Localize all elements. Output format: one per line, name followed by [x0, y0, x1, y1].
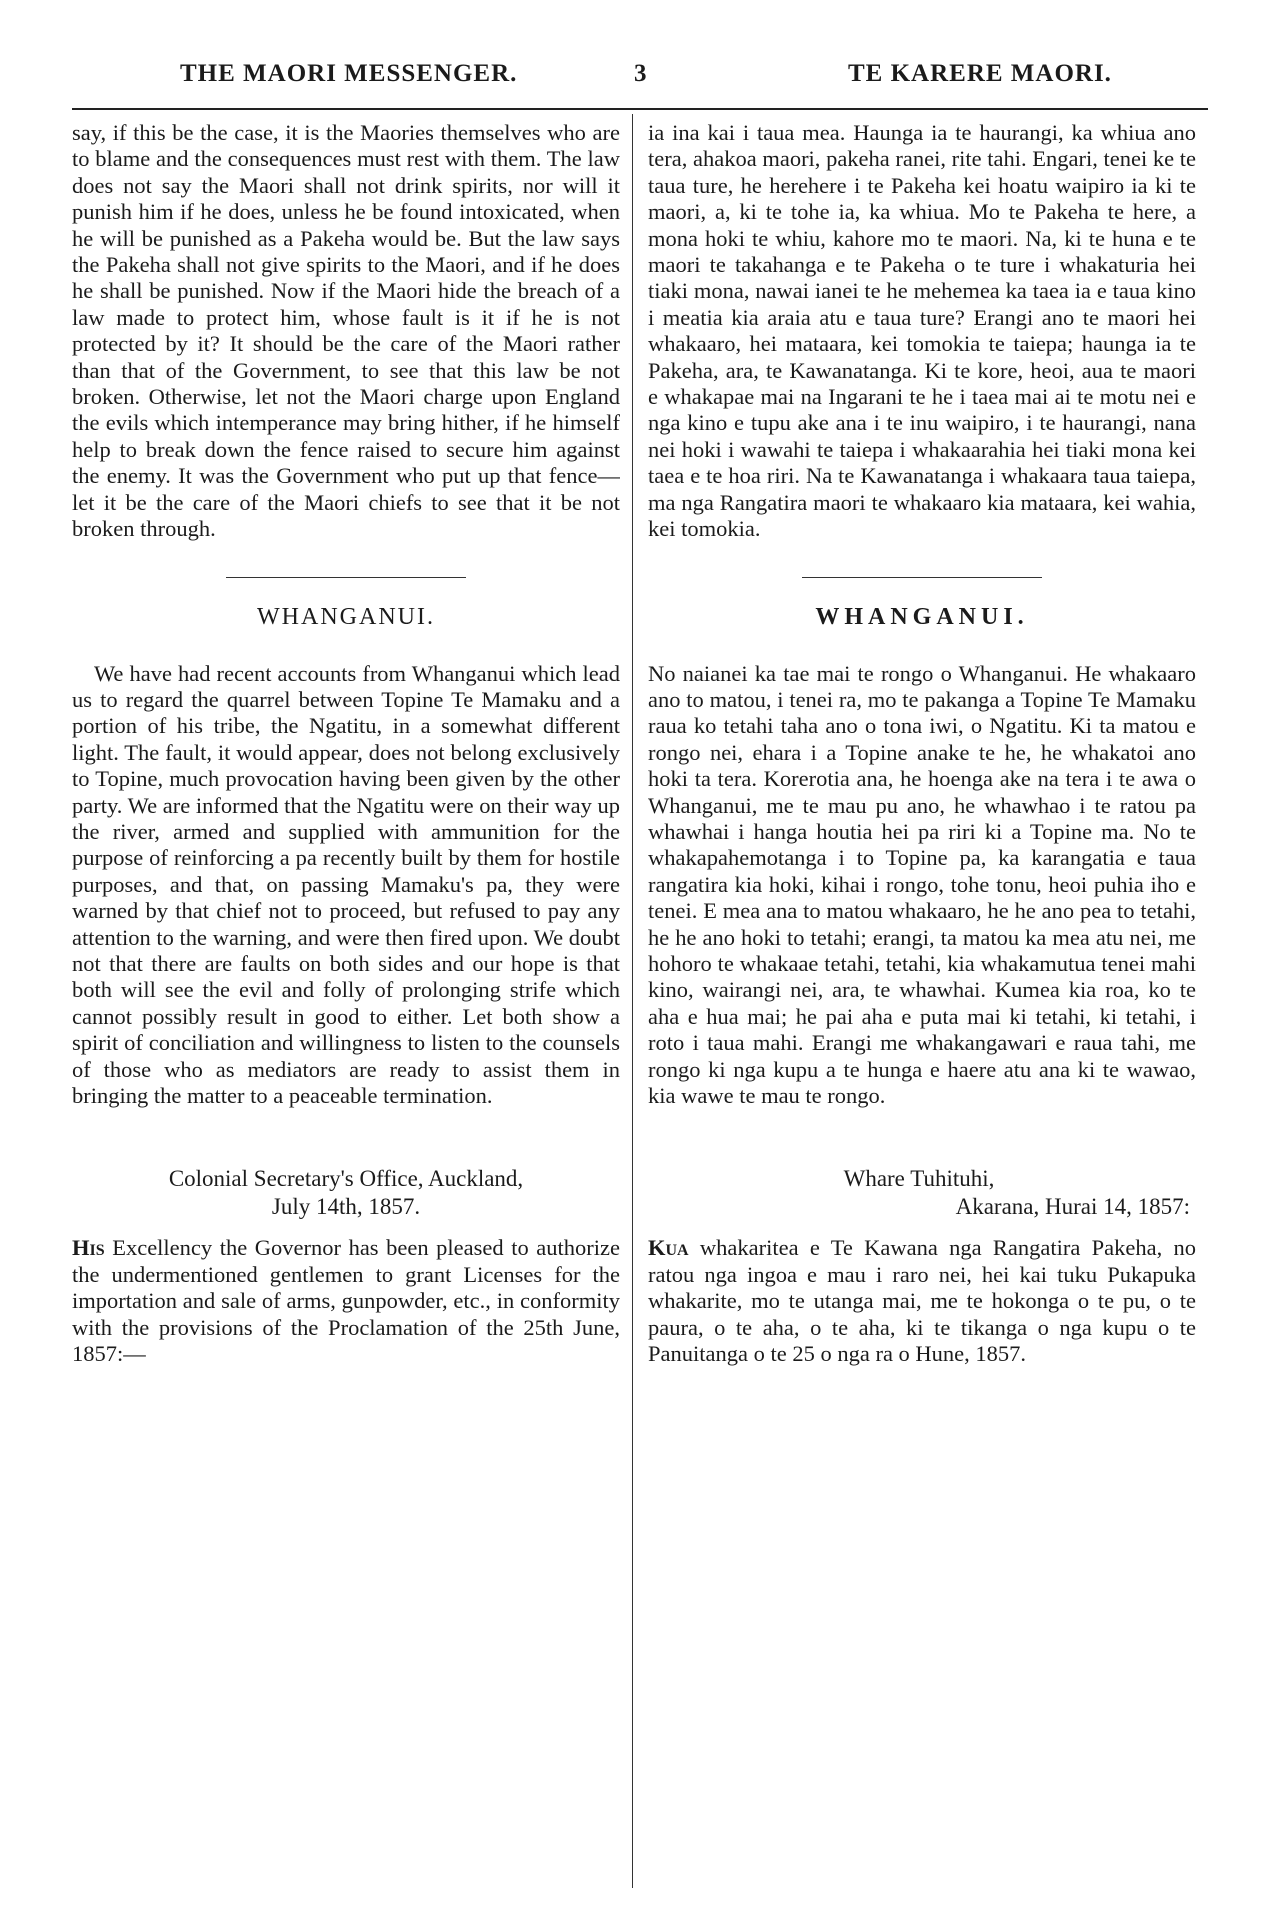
english-notice-body: Excellency the Governor has been pleased to authorize the undermentioned gentlemen to grant Licenses for the importation and sale of arms, gunpowder, etc., in conformity with the provisions of the Proclamation of the 25th June, 1857:—	[72, 1235, 620, 1367]
maori-notice-heading	[648, 1165, 1196, 1221]
masthead-rule	[72, 108, 1208, 110]
masthead-english-title: THE MAORI MESSENGER.	[180, 60, 518, 87]
english-notice-lead: His	[72, 1235, 105, 1261]
masthead	[72, 58, 1208, 102]
maori-section-title: WHANGANUI.	[815, 603, 1029, 630]
english-column	[72, 120, 620, 1886]
english-whanganui-paragraph: We have had recent accounts from Whanganui which lead us to regard the quarrel between Topine Te Mamaku and a portion of his tribe, the Ngatitu, in a somewhat different light. The fault, it would appear, does not belong exclusively to Topine, much provocation having been given by the other party. We are informed that the Ngatitu were on their way up the river, armed and supplied with ammunition for the purpose of reinforcing a pa recently built by them for hostile purposes, and that, on passing Mamaku's pa, they were warned by that chief not to proceed, but refused to pay any attention to the warning, and were then fired upon. We doubt not that there are faults on both sides and our hope is that both will see the evil and folly of prolonging strife which cannot possibly result in good to either. Let both show a spirit of conciliation and willingness to listen to the counsels of those who as mediators are ready to assist them in bringing the matter to a peaceable termination.	[72, 660, 620, 1108]
maori-notice-paragraph	[648, 1235, 1196, 1367]
english-section-title: WHANGANUI.	[257, 603, 435, 630]
section-divider	[226, 577, 466, 578]
english-notice-heading	[72, 1165, 620, 1221]
maori-continuation-paragraph: ia ina kai i taua mea. Haunga ia te haurangi, ka whiua ano tera, ahakoa maori, pakeha ranei, rite tahi. Engari, tenei ke te taua ture, he herehere i te Pakeha kei hoatu waipiro ia ki te maori, a, ki te tohe ia, ka whiua. Mo te Pakeha te here, a mona hoki te whiu, kahore mo te maori. Na, ki te huna e te maori te takahanga e te Pakeha o te ture i whakaturia hei tiaki mona, nawai ianei te he mehemea ka taea ia e taua kino i meatia kia araia atu e taua ture? Erangi ano te maori hei whakaaro, hei mataara, kei tomokia te taiepa; haunga ia te Pakeha, ara, te Kawanatanga. Ki te kore, heoi, aua te maori e whakapae mai na Ingarani te he i taea mai ai te motu nei e nga kino e tupu ake ana i te inu waipiro, i te haurangi, nana nei hoki i wawahi te taiepa i whakaarahia hei tiaki mona kei taea e te hoa riri. Na te Kawanatanga i whakaara taua taiepa, ma nga Rangatira maori te whakaaro kia mataara, kei wahia, kei tomokia.	[648, 120, 1196, 542]
section-divider	[802, 577, 1042, 578]
english-notice-heading-line1: Colonial Secretary's Office, Auckland,	[168, 1166, 524, 1192]
maori-column	[648, 120, 1196, 1886]
english-notice-paragraph	[72, 1235, 620, 1367]
maori-whanganui-paragraph: No naianei ka tae mai te rongo o Whanganui. He whakaaro ano to matou, i tenei ra, mo te pakanga a Topine Te Mamaku raua ko tetahi taha ano o tona iwi, o Ngatitu. Ki ta matou e rongo nei, ehara i a Topine anake te he, he whakatoi ano hoki ta tera. Korerotia ana, he hoenga ake na tera i te awa o Whanganui, me te mau pu ano, he whawhao i te ratou pa whawhai i hanga houtia hei pa riri ki a Topine ma. No te whakapahemotanga i to Topine pa, ka karangatia e taua rangatira kia hoki, kihai i rongo, tohe tonu, heoi puhia iho e tenei. E mea ana to matou whakaaro, he he ano pea to tetahi, he he ano hoki to tetahi; erangi, ta matou ka mea atu nei, me hohoro te whakaae tetahi, tetahi, kia whakamutua tenei mahi kino, wairangi nei, ara, te whawhai. Kumea kia roa, ko te aha e hua mai; he pai aha e puta mai ki tetahi, ki tetahi, i roto i taua mahi. Erangi me whakangawari e raua tahi, me rongo ki nga kupu a te hunga e haere atu ana ki te wawao, kia wawe te mau te rongo.	[648, 660, 1196, 1108]
english-continuation-paragraph: say, if this be the case, it is the Maories themselves who are to blame and the consequences must rest with them. The law does not say the Maori shall not drink spirits, nor will it punish him if he does, unless he be found intoxicated, when he will be punished as a Pakeha would be. But the law says the Pakeha shall not give spirits to the Maori, and if he does he shall be punished. Now if the Maori hide the breach of a law made to protect him, whose fault is it if he is not protected by it? It should be the care of the Maori rather than that of the Government, to see that this law be not broken. Otherwise, let not the Maori charge upon England the evils which intemperance may bring hither, if he himself help to break down the fence raised to secure him against the enemy. It was the Government who put up that fence—let it be the care of the Maori chiefs to see that it be not broken through.	[72, 120, 620, 542]
page-number: 3	[634, 60, 648, 87]
maori-notice-lead: Kua	[648, 1235, 689, 1261]
masthead-maori-title: TE KARERE MAORI.	[848, 60, 1112, 87]
newspaper-page	[72, 58, 1208, 1888]
maori-notice-heading-line1: Whare Tuhituhi,	[843, 1166, 995, 1192]
english-notice-heading-line2: July 14th, 1857.	[271, 1194, 421, 1220]
maori-notice-heading-line2: Akarana, Hurai 14, 1857:	[955, 1194, 1190, 1220]
column-divider	[632, 114, 633, 1888]
maori-notice-body: whakaritea e Te Kawana nga Rangatira Pakeha, no ratou nga ingoa e mau i raro nei, hei kai tuku Pukapuka whakarite, mo te utanga mai, me te hokonga o te pu, o te paura, o te aha, o te aha, ki te tikanga o nga kupu o te Panuitanga o te 25 o nga ra o Hune, 1857.	[648, 1235, 1196, 1367]
